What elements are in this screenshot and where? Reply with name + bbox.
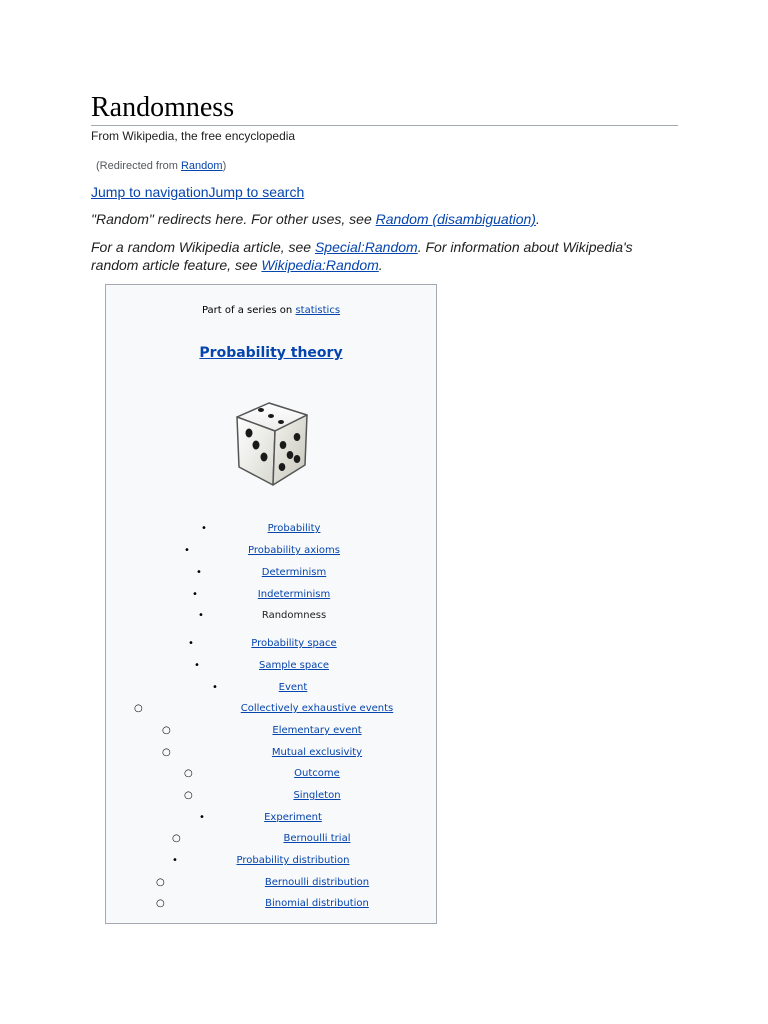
circle-bullet-icon: ○ xyxy=(184,790,193,801)
bullet-icon: • xyxy=(172,855,178,866)
probability-distribution-link[interactable]: Probability distribution xyxy=(236,855,350,866)
dice-icon[interactable] xyxy=(231,395,311,490)
bernoulli-distribution-link[interactable]: Bernoulli distribution xyxy=(264,877,370,888)
jump-to-navigation-link[interactable]: Jump to navigation xyxy=(91,184,209,200)
circle-bullet-icon: ○ xyxy=(162,747,171,758)
indeterminism-link[interactable]: Indeterminism xyxy=(257,589,331,600)
hatnote2-prefix: For a random Wikipedia article, see xyxy=(91,239,315,255)
redirect-suffix: ) xyxy=(222,160,227,172)
redirect-source-link[interactable]: Random xyxy=(180,160,223,172)
circle-bullet-icon: ○ xyxy=(156,877,165,888)
mutual-exclusivity-link[interactable]: Mutual exclusivity xyxy=(271,747,363,758)
singleton-link[interactable]: Singleton xyxy=(293,790,341,801)
hatnote-disambiguation xyxy=(91,210,651,228)
probability-space-link[interactable]: Probability space xyxy=(251,638,337,649)
hatnote-random-article xyxy=(91,238,651,274)
hatnote2-middle: . For information about Wikipedia's random article feature, see xyxy=(91,239,633,273)
tagline: From Wikipedia, the free encyclopedia xyxy=(91,129,296,143)
page-title: Randomness xyxy=(91,92,235,123)
event-link[interactable]: Event xyxy=(278,682,308,693)
elementary-event-link[interactable]: Elementary event xyxy=(272,725,362,736)
sidebar-title-link[interactable]: Probability theory xyxy=(199,345,343,361)
circle-bullet-icon: ○ xyxy=(184,768,193,779)
outcome-link[interactable]: Outcome xyxy=(294,768,340,779)
sample-space-link[interactable]: Sample space xyxy=(258,660,330,671)
statistics-link[interactable]: statistics xyxy=(295,305,341,316)
hatnote1-suffix: . xyxy=(535,211,540,227)
bullet-icon: • xyxy=(194,660,200,671)
circle-bullet-icon: ○ xyxy=(134,703,143,714)
collectively-exhaustive-events-link[interactable]: Collectively exhaustive events xyxy=(240,703,394,714)
bullet-icon: • xyxy=(184,545,190,556)
probability-sidebar xyxy=(105,284,437,924)
bullet-icon: • xyxy=(199,812,205,823)
hatnote1-prefix: "Random" redirects here. For other uses, see xyxy=(91,211,376,227)
jump-to-search-link[interactable]: Jump to search xyxy=(208,184,305,200)
bullet-icon: • xyxy=(198,610,204,621)
wikipedia-random-link[interactable]: Wikipedia:Random xyxy=(261,257,379,273)
bullet-icon: • xyxy=(201,523,207,534)
bullet-icon: • xyxy=(196,567,202,578)
binomial-distribution-link[interactable]: Binomial distribution xyxy=(265,898,369,909)
circle-bullet-icon: ○ xyxy=(172,833,181,844)
determinism-link[interactable]: Determinism xyxy=(261,567,327,578)
redirect-prefix: (Redirected from xyxy=(96,160,181,172)
series-caption xyxy=(106,305,436,316)
circle-bullet-icon: ○ xyxy=(156,898,165,909)
bullet-icon: • xyxy=(188,638,194,649)
hatnote2-suffix: . xyxy=(378,257,383,273)
disambiguation-link[interactable]: Random (disambiguation) xyxy=(375,211,536,227)
redirect-notice xyxy=(96,160,226,172)
series-prefix: Part of a series on xyxy=(201,305,296,316)
probability-axioms-link[interactable]: Probability axioms xyxy=(248,545,340,556)
bernoulli-trial-link[interactable]: Bernoulli trial xyxy=(283,833,351,844)
jump-links xyxy=(91,184,304,200)
experiment-link[interactable]: Experiment xyxy=(264,812,322,823)
randomness-current-item: Randomness xyxy=(261,610,327,621)
bullet-icon: • xyxy=(192,589,198,600)
bullet-icon: • xyxy=(212,682,218,693)
title-divider xyxy=(91,125,678,126)
circle-bullet-icon: ○ xyxy=(162,725,171,736)
probability-link[interactable]: Probability xyxy=(267,523,321,534)
special-random-link[interactable]: Special:Random xyxy=(314,239,418,255)
